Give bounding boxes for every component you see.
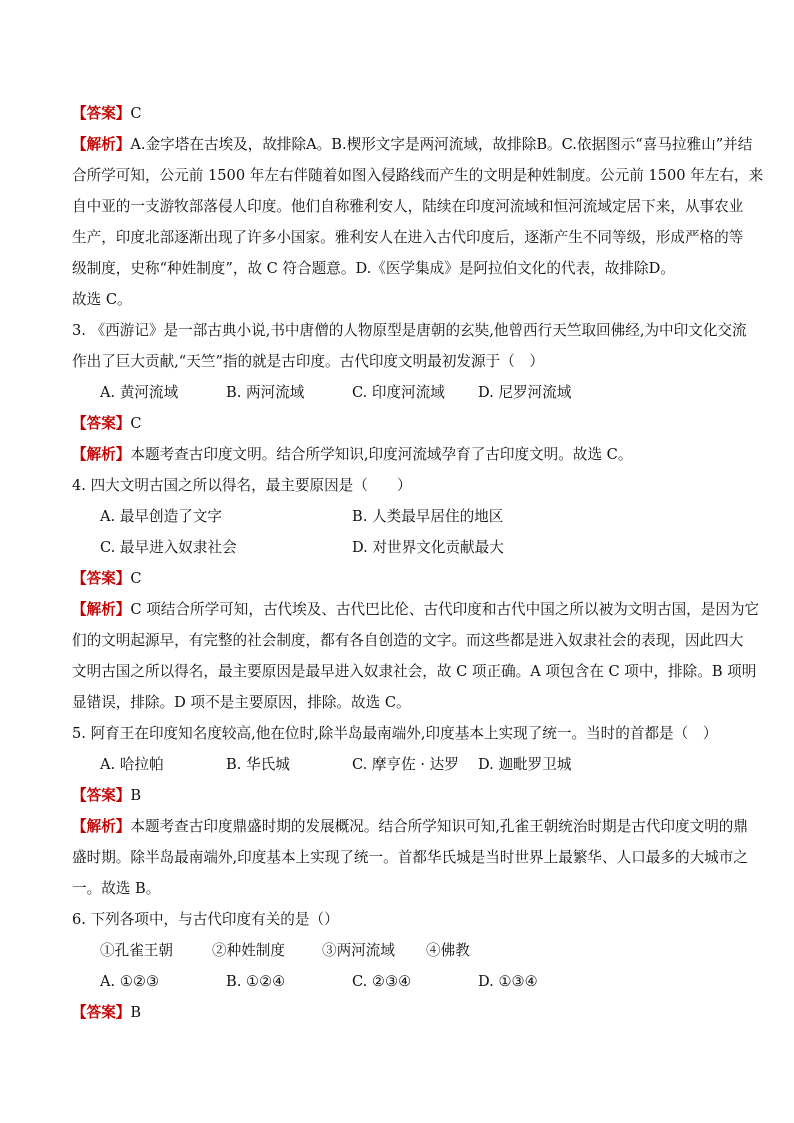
question-4-options-row1 <box>72 503 724 530</box>
analysis-paragraph <box>72 596 760 716</box>
analysis-paragraph <box>72 131 764 313</box>
analysis-row <box>72 596 760 623</box>
document-content <box>72 100 764 1030</box>
question-6-stem: 6. 下列各项中，与古代印度有关的是（） <box>72 911 339 928</box>
analysis-row <box>72 131 753 158</box>
analysis-row: 一。故选 B。 <box>72 880 161 897</box>
answer-value: C <box>130 570 142 587</box>
answer-line <box>72 100 724 127</box>
answer-label: 【答案】 <box>72 570 131 587</box>
analysis-row: 合所学可知，公元前 1500 年左右伴随着如图入侵路线而产生的文明是种姓制度。公元前 1500 年左右，来 <box>72 167 764 184</box>
option-b: B. 两河流域 <box>226 384 305 401</box>
analysis-text: 本题考查古印度文明。结合所学知识,印度河流域孕育了古印度文明。故选 C。 <box>130 446 633 463</box>
option-d: D. 尼罗河流域 <box>478 384 572 401</box>
answer-value: B <box>130 1004 142 1021</box>
option-b: B. 华氏城 <box>226 756 290 773</box>
question-4-stem: 4. 四大文明古国之所以得名，最主要原因是（ ） <box>72 477 412 494</box>
analysis-text: C 项结合所学可知，古代埃及、古代巴比伦、古代印度和古代中国之所以被为文明古国，是因为它 <box>130 601 760 618</box>
item-2: ②种姓制度 <box>212 942 285 959</box>
answer-line <box>72 565 724 592</box>
analysis-row: 们的文明起源早，有完整的社会制度，都有各自创造的文字。而这些都是进入奴隶社会的表现，因此四大 <box>72 632 744 649</box>
answer-line <box>72 782 724 809</box>
analysis-row: 级制度，史称“种姓制度”，故 C 符合题意。D.《医学集成》是阿拉伯文化的代表，故排除D。 <box>72 260 675 277</box>
analysis-line <box>72 441 724 468</box>
option-b: B. ①②④ <box>226 973 286 990</box>
option-c: C. 最早进入奴隶社会 <box>100 539 237 556</box>
question-5-stem: 5. 阿育王在印度知名度较高,他在位时,除半岛最南端外,印度基本上实现了统一。当时的首都是（ ） <box>72 725 718 742</box>
option-c: C. ②③④ <box>352 973 412 990</box>
analysis-row <box>72 813 748 840</box>
option-a: A. ①②③ <box>100 973 160 990</box>
analysis-row: 生产，印度北部逐渐出现了许多小国家。雅利安人在进入古代印度后，逐渐产生不同等级，形成严格的等 <box>72 229 744 246</box>
item-4: ④佛教 <box>426 942 470 959</box>
question-5-options <box>72 751 724 778</box>
answer-value: C <box>130 415 142 432</box>
analysis-row: 显错误，排除。D 项不是主要原因，排除。故选 C。 <box>72 694 411 711</box>
option-d: D. ①③④ <box>478 973 538 990</box>
analysis-label: 【解析】 <box>72 136 131 153</box>
analysis-label: 【解析】 <box>72 446 131 463</box>
option-c: C. 摩亨佐 · 达罗 <box>352 756 459 773</box>
analysis-text: A.金字塔在古埃及，故排除A。B.楔形文字是两河流域，故排除B。C.依据图示“喜马拉雅山”并结 <box>130 136 753 153</box>
analysis-row: 盛时期。除半岛最南端外,印度基本上实现了统一。首都华氏城是当时世界上最繁华、人口最多的大城市之 <box>72 849 748 866</box>
answer-label: 【答案】 <box>72 1004 131 1021</box>
question-4-options-row2 <box>72 534 724 561</box>
question-3-stem-cont: 作出了巨大贡献,“天竺”指的就是古印度。古代印度文明最初发源于（ ） <box>72 353 544 370</box>
answer-line <box>72 999 724 1026</box>
option-a: A. 哈拉帕 <box>100 756 164 773</box>
option-c: C. 印度河流域 <box>352 384 445 401</box>
answer-label: 【答案】 <box>72 787 131 804</box>
analysis-text: 本题考查古印度鼎盛时期的发展概况。结合所学知识可知,孔雀王朝统治时期是古代印度文明的鼎 <box>130 818 748 835</box>
question-3-stem: 3. 《西游记》是一部古典小说,书中唐僧的人物原型是唐朝的玄奘,他曾西行天竺取回佛经,为中印文化交流 <box>72 322 747 339</box>
item-1: ①孔雀王朝 <box>100 942 173 959</box>
question-6-options <box>72 968 724 995</box>
option-d: D. 迦毗罗卫城 <box>478 756 572 773</box>
question-6-items <box>72 937 724 964</box>
analysis-label: 【解析】 <box>72 818 131 835</box>
analysis-row: 故选 C。 <box>72 291 132 308</box>
answer-value: C <box>130 105 142 122</box>
answer-line <box>72 410 724 437</box>
option-d: D. 对世界文化贡献最大 <box>352 539 504 556</box>
analysis-paragraph <box>72 813 748 902</box>
option-a: A. 最早创造了文字 <box>100 508 222 525</box>
analysis-row: 自中亚的一支游牧部落侵人印度。他们自称雅利安人，陆续在印度河流域和恒河流域定居下来，从事农业 <box>72 198 744 215</box>
analysis-row: 文明古国之所以得名，最主要原因是最早进入奴隶社会，故 C 项正确。A 项包含在 C 项中，排除。B 项明 <box>72 663 757 680</box>
answer-value: B <box>130 787 142 804</box>
option-b: B. 人类最早居住的地区 <box>352 508 504 525</box>
answer-label: 【答案】 <box>72 105 131 122</box>
analysis-label: 【解析】 <box>72 601 131 618</box>
question-3-options <box>72 379 724 406</box>
option-a: A. 黄河流域 <box>100 384 179 401</box>
answer-label: 【答案】 <box>72 415 131 432</box>
item-3: ③两河流域 <box>322 942 395 959</box>
